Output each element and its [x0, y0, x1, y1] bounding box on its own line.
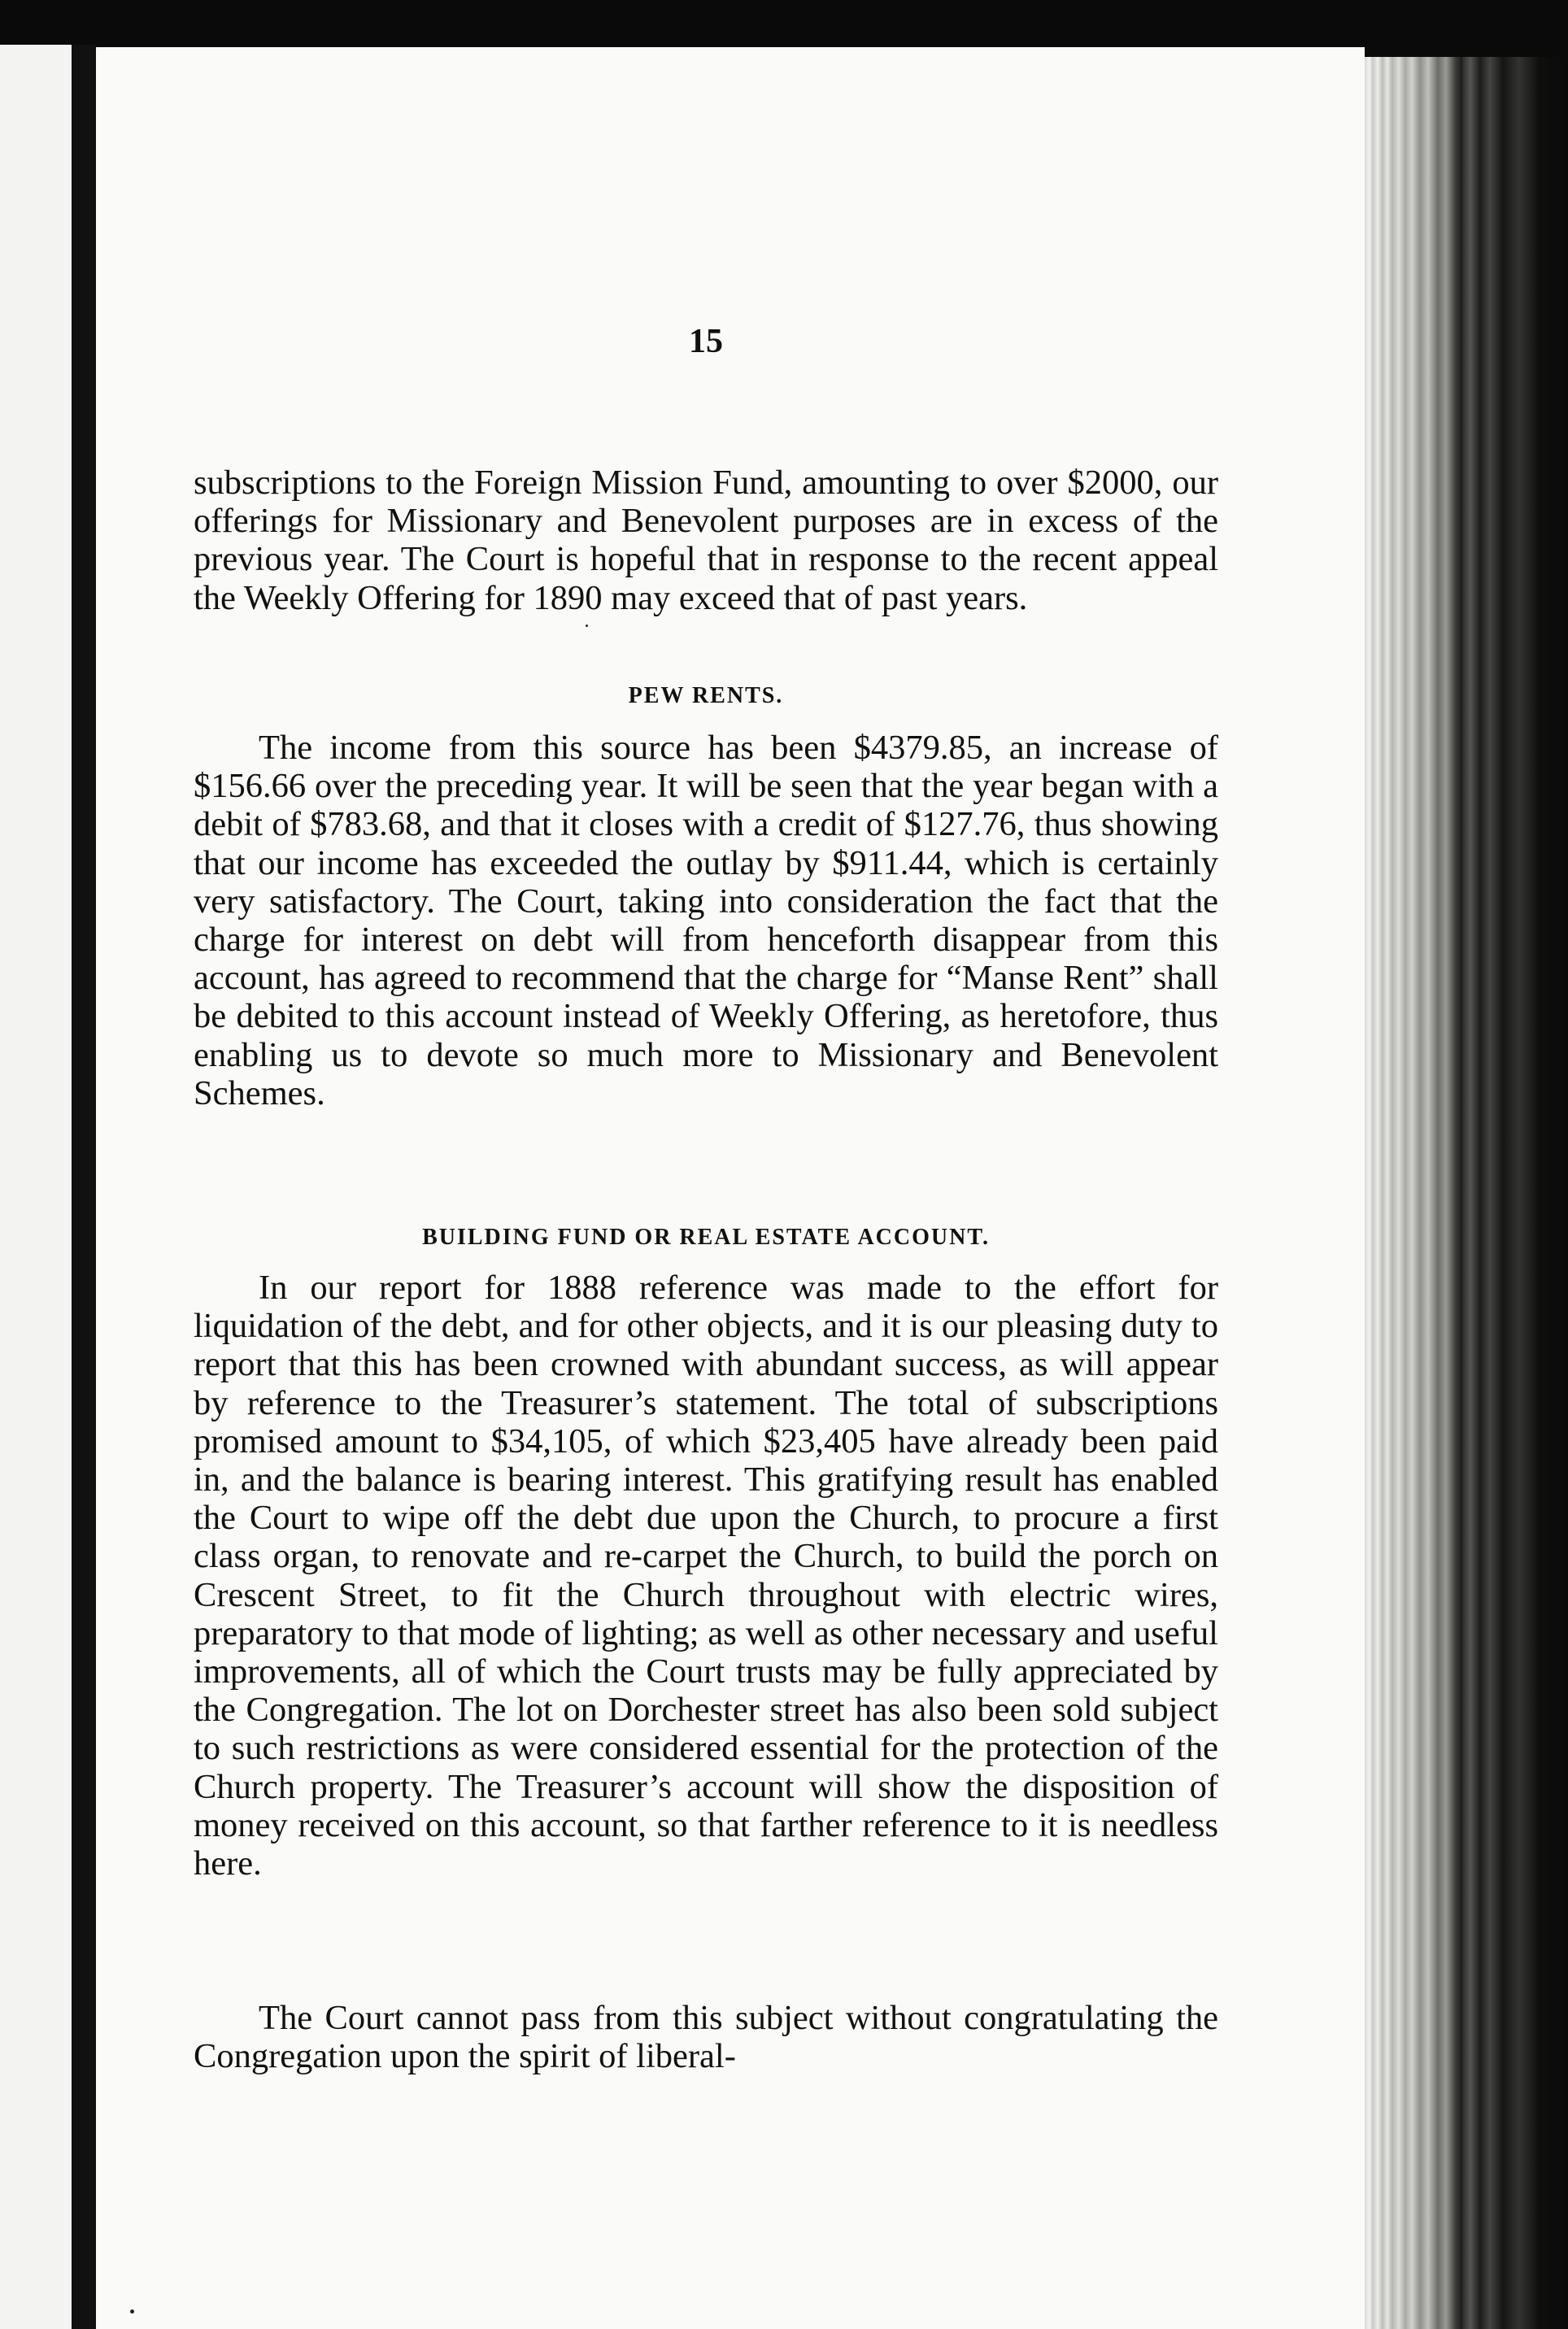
ink-speck: [586, 625, 588, 627]
section-heading-pew-rents: PEW RENTS.: [628, 683, 784, 708]
pew-rents-body: [194, 729, 1218, 1112]
pew-rents-paragraph: The income from this source has been $4379.85, an increase of $156.66 over the preceding year. It will be seen that the year began with a debit of $783.68, and that it closes with a credit of $127.76, thus showing that our income has exceeded the outlay by $911.44, which is certainly very satisfactory. The Court, taking into consideration the fact that the charge for interest on debt will from henceforth disappear from this account, has agreed to recommend that the charge for “Manse Rent” shall be debited to this account instead of Weekly Offering, as heretofore, thus enabling us to devote so much more to Missionary and Benevolent Schemes.: [194, 729, 1218, 1112]
book-page: [96, 47, 1365, 2329]
intro-block: [194, 464, 1218, 617]
section-heading-building-fund: BUILDING FUND OR REAL ESTATE ACCOUNT.: [422, 1225, 990, 1250]
pew-rents-heading-block: [194, 683, 1218, 709]
book-gutter: [72, 45, 96, 2329]
building-fund-body: [194, 1269, 1218, 1883]
page-number: 15: [689, 323, 723, 360]
book-cover-edge: [1462, 57, 1568, 2329]
page-stack-edges: [1365, 57, 1462, 2329]
previous-page-edge: [0, 45, 72, 2329]
ink-speck: [130, 2309, 134, 2314]
intro-paragraph: subscriptions to the Foreign Mission Fund, amounting to over $2000, our offerings for Missionary and Benevolent purposes are in excess of the previous year. The Court is hopeful that in response to the recent appeal the Weekly Offering for 1890 may exceed that of past years.: [194, 464, 1218, 617]
closing-paragraph: The Court cannot pass from this subject without congratulating the Congregation upon the spirit of liberal-: [194, 1999, 1218, 2076]
building-fund-heading-block: [194, 1225, 1218, 1251]
closing-body: [194, 1999, 1218, 2075]
building-fund-paragraph: In our report for 1888 reference was made to the effort for liquidation of the debt, and for other objects, and it is our pleasing duty to report that this has been crowned with abundant success, as will appear by reference to the Treasurer’s statement. The total of subscriptions promised amount to $34,105, of which $23,405 have already been paid in, and the balance is bearing interest. This gratifying result has enabled the Court to wipe off the debt due upon the Church, to procure a first class organ, to renovate and re-carpet the Church, to build the porch on Crescent Street, to fit the Church throughout with electric wires, preparatory to that mode of lighting; as well as other necessary and useful improvements, all of which the Court trusts may be fully appreciated by the Congregation. The lot on Dorchester street has also been sold subject to such restrictions as were considered essential for the protection of the Church property. The Treasurer’s account will show the disposition of money received on this account, so that farther reference to it is needless here.: [194, 1269, 1218, 1883]
